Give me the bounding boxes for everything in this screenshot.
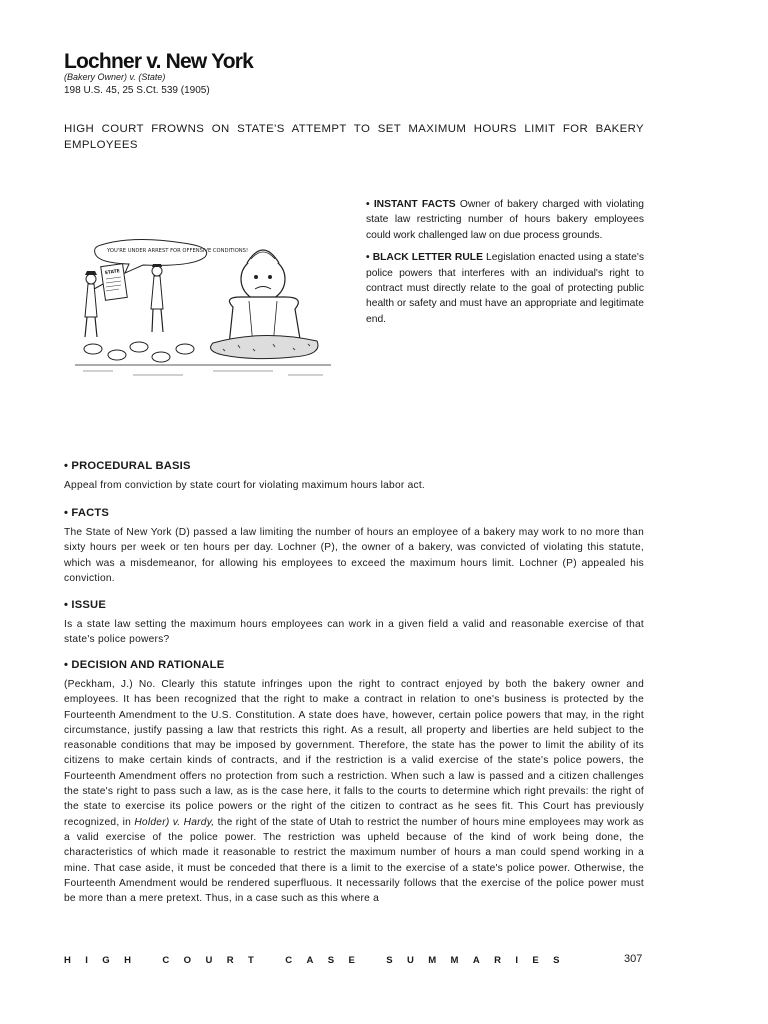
speech-bubble-text: YOU'RE UNDER ARREST FOR OFFENSIVE CONDITIONS! [107, 248, 249, 254]
decision-case-ref: Holder) v. Hardy, [134, 816, 215, 828]
instant-facts-label: INSTANT FACTS [373, 199, 456, 210]
decision-heading: • DECISION AND RATIONALE [64, 659, 225, 671]
issue-heading: • ISSUE [64, 599, 106, 611]
instant-facts-text: Owner of bakery charged with violating state law restricting number of hours bakery employees could work challenged law on due process grounds. [366, 199, 644, 241]
procedural-basis-heading: • PROCEDURAL BASIS [64, 460, 191, 472]
black-letter-rule [366, 250, 644, 327]
black-letter-rule-label: BLACK LETTER RULE [372, 252, 483, 264]
facts-heading: • FACTS [64, 507, 110, 519]
procedural-basis-section [64, 460, 644, 493]
procedural-basis-text: Appeal from conviction by state court for violating maximum hours labor act. [64, 480, 425, 491]
black-letter-rule-text: Legislation enacted using a state's police powers that interferes with an individual's right to contract must directly relate to the goal of protecting public health or safety and must have an appropriate and legitimate end. [366, 252, 644, 325]
summary-sidebar [366, 197, 644, 334]
case-title: Lochner v. New York [64, 50, 254, 73]
case-parties: (Bakery Owner) v. (State) [64, 72, 166, 82]
issue-section [64, 599, 644, 648]
instant-facts-bullet: • [366, 199, 370, 210]
decision-text-before: (Peckham, J.) No. Clearly this statute infringes upon the right to contract enjoyed by both the bakery owner and employees. It has been recognized that the right to make a contract in relation to one's business is protected by the Fourteenth Amendment to the U.S. Constitution. A state does have, however, certain police powers that may, in the right circumstance, justify passing a law that restricts this right. As a result, all property and liberties are held subject to the reasonable conditions that may be imposed by government. Therefore, the state has the power to limit the ability of its citizens to make certain kinds of contracts, and if the restriction is a valid exercise of the state's police powers, the Fourteenth Amendment offers no protection from such a restriction. When such a law is passed and a citizen challenges the state's right to pass such a law, as is the case here, it falls to the courts to determine which right prevails: the right of the state to exercise its police powers or the right of the citizen to contract as he sees fit. This Court has previously recognized, in [64, 679, 644, 828]
case-headline: HIGH COURT FROWNS ON STATE'S ATTEMPT TO SET MAXIMUM HOURS LIMIT FOR BAKERY EMPLOYEES [64, 123, 644, 151]
instant-facts [366, 197, 644, 243]
facts-section [64, 507, 644, 586]
black-letter-rule-bullet: • [366, 252, 370, 264]
decision-section [64, 659, 644, 906]
document-sign-text: STATE [104, 269, 121, 277]
facts-text: The State of New York (D) passed a law limiting the number of hours an employee of a bakery may work to no more than sixty hours per week or ten hours per day. Lochner (P), the owner of a bakery, was convicted of violating this statute, which was a misdemeanor, for allowing his employees to exceed the maximum hours limit. Lochner (P) appealed his conviction. [64, 527, 644, 584]
decision-text [64, 677, 644, 906]
page-number: 307 [624, 953, 643, 965]
case-citation: 198 U.S. 45, 25 S.Ct. 539 (1905) [64, 85, 210, 96]
issue-text: Is a state law setting the maximum hours employees can work in a given field a valid and reasonable exercise of that state's police powers? [64, 619, 644, 646]
cartoon-illustration [73, 237, 335, 383]
decision-text-after: the right of the state of Utah to restrict the number of hours mine employees may work as a valid exercise of the police power. The restriction was upheld because of the kind of work being done, the characteristics of which made it reasonable to restrict the maximum number of hours a man could spend working in a mine. That case aside, it must be conceded that there is a limit to the exercise of a state's police power. Otherwise, the Fourteenth Amendment would be rendered superfluous. It necessarily follows that the exercise of the police power must be more than a mere pretext. Thus, in a case such as this where a [64, 816, 644, 905]
footer-series-title: HIGH COURT CASE SUMMARIES [64, 955, 574, 966]
